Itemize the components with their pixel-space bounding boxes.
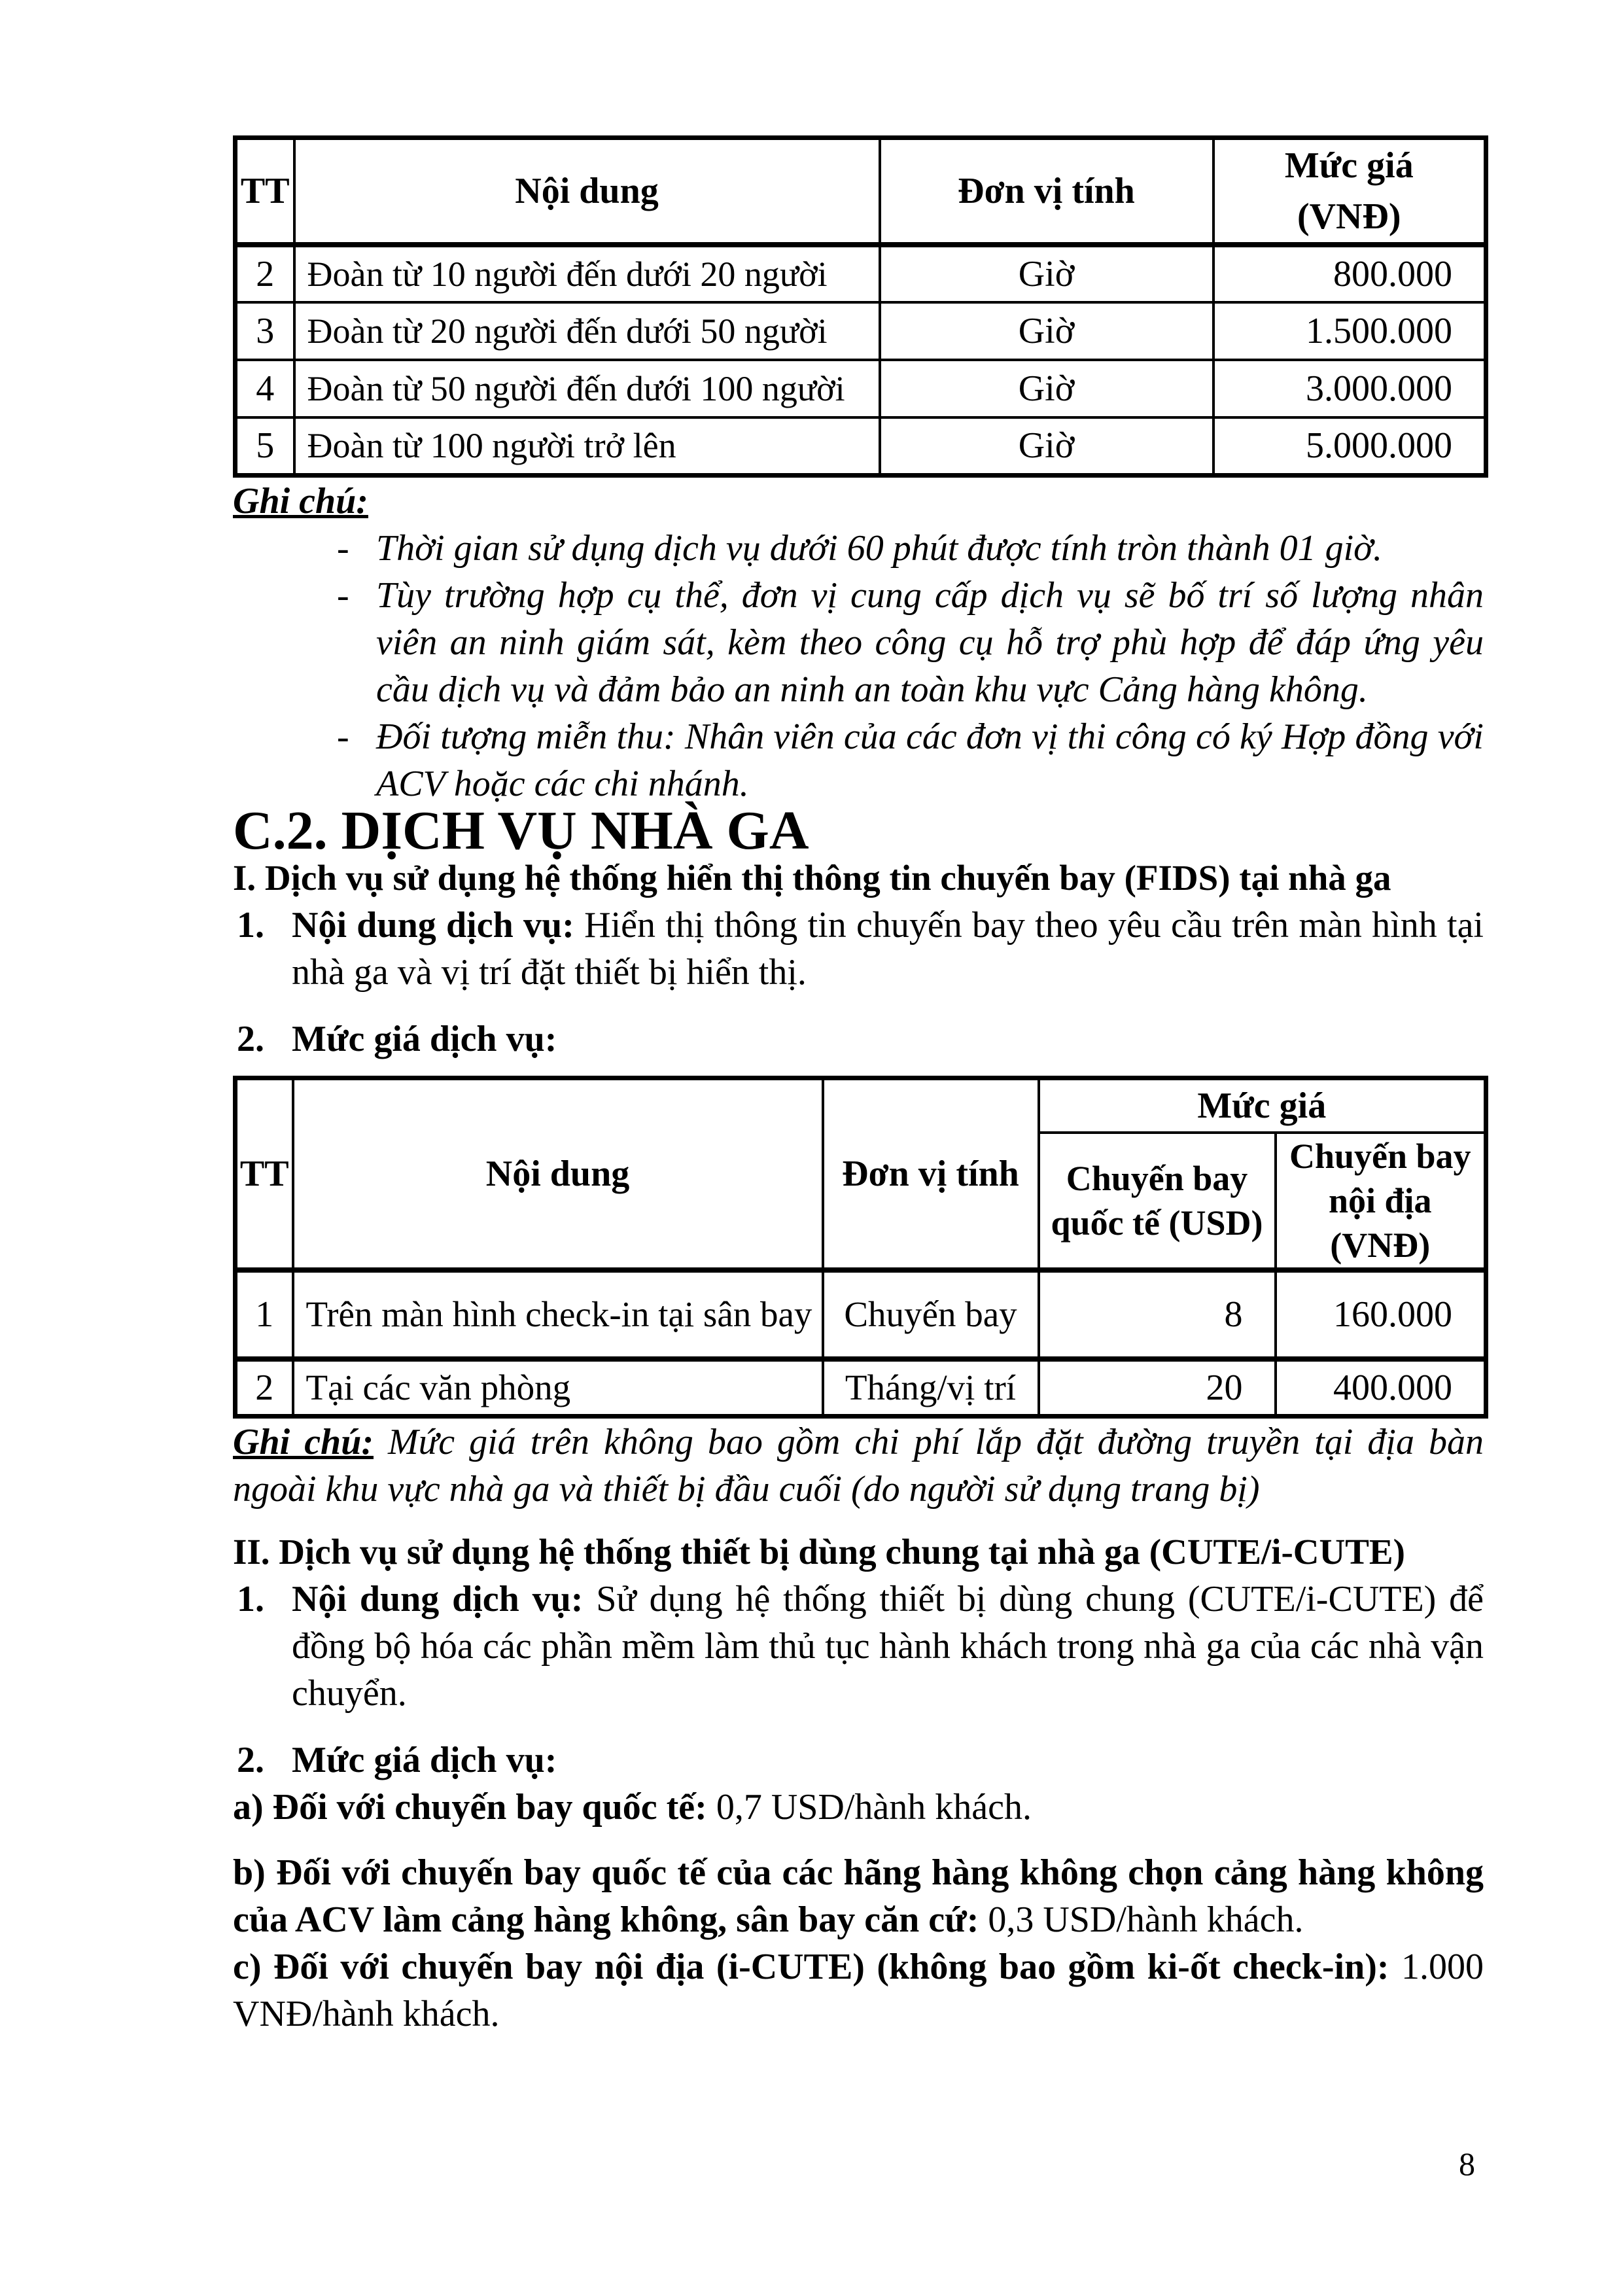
item-number: 1. bbox=[237, 904, 264, 945]
cell-don-vi: Giờ bbox=[880, 302, 1213, 360]
cell-noi-dung: Đoàn từ 50 người đến dưới 100 người bbox=[294, 360, 880, 417]
table1-header-don-vi-tinh: Đơn vị tính bbox=[880, 138, 1213, 245]
table2-header-tt: TT bbox=[236, 1078, 293, 1270]
cell-don-vi: Giờ bbox=[880, 417, 1213, 475]
item-label: c) Đối với chuyến bay nội địa (i-CUTE) (không bao gồm ki-ốt check-in): bbox=[233, 1947, 1389, 1987]
item-body: 0,3 USD/hành khách. bbox=[979, 1899, 1304, 1940]
notes2-paragraph bbox=[233, 1419, 1484, 1513]
section-i-item2 bbox=[233, 1016, 1484, 1063]
cell-noi-dung: Tại các văn phòng bbox=[293, 1359, 823, 1417]
price-item-b bbox=[233, 1849, 1484, 1943]
item-number: 2. bbox=[237, 1740, 264, 1780]
cell-noi-dung: Đoàn từ 20 người đến dưới 50 người bbox=[294, 302, 880, 360]
item-label: Nội dung dịch vụ: bbox=[292, 904, 574, 945]
table2-header-muc-gia: Mức giá bbox=[1039, 1078, 1486, 1133]
item-label: a) Đối với chuyến bay quốc tế: bbox=[233, 1787, 707, 1828]
note-text: Mức giá trên không bao gồm chi phí lắp đặt đường truyền tại địa bàn ngoài khu vực nhà ga và thiết bị đầu cuối (do người sử dụng trang bị) bbox=[233, 1422, 1484, 1510]
table-row bbox=[236, 417, 1486, 475]
cell-don-vi: Chuyến bay bbox=[823, 1270, 1039, 1359]
section-ii-item1 bbox=[233, 1576, 1484, 1717]
table-row bbox=[236, 1359, 1486, 1417]
dash-marker: - bbox=[337, 716, 349, 757]
cell-tt: 2 bbox=[236, 245, 294, 302]
list-item bbox=[337, 572, 1484, 713]
item-label: Mức giá dịch vụ: bbox=[292, 1740, 557, 1780]
section-ii-item2 bbox=[233, 1737, 1484, 1784]
note-text: Đối tượng miễn thu: Nhân viên của các đơn vị thi công có ký Hợp đồng với ACV hoặc các chi nhánh. bbox=[376, 716, 1484, 804]
note-text: Tùy trường hợp cụ thể, đơn vị cung cấp dịch vụ sẽ bố trí số lượng nhân viên an ninh giám sát, kèm theo công cụ hỗ trợ phù hợp để đáp ứng yêu cầu dịch vụ và đảm bảo an ninh an toàn khu vực Cảng hàng không. bbox=[376, 574, 1484, 710]
cell-vnd: 400.000 bbox=[1276, 1359, 1486, 1417]
item-number: 1. bbox=[237, 1579, 264, 1619]
table1-header-muc-gia bbox=[1213, 138, 1486, 245]
item-text bbox=[292, 1016, 1484, 1063]
cell-gia: 1.500.000 bbox=[1213, 302, 1486, 360]
ghi-chu-label: Ghi chú: bbox=[233, 1422, 374, 1462]
section-c2-title: C.2. DỊCH VỤ NHÀ GA bbox=[233, 800, 809, 861]
table1-header-tt: TT bbox=[236, 138, 294, 245]
price-item-a bbox=[233, 1784, 1484, 1831]
cell-don-vi: Giờ bbox=[880, 245, 1213, 302]
cell-noi-dung: Đoàn từ 10 người đến dưới 20 người bbox=[294, 245, 880, 302]
cell-tt: 5 bbox=[236, 417, 294, 475]
notes1-heading bbox=[233, 478, 1484, 525]
cell-tt: 1 bbox=[236, 1270, 293, 1359]
item-number: 2. bbox=[237, 1018, 264, 1059]
pricing-table-fids bbox=[233, 1076, 1488, 1419]
ghi-chu-label: Ghi chú: bbox=[233, 480, 368, 521]
list-item bbox=[337, 525, 1484, 572]
item-text bbox=[292, 1576, 1484, 1717]
cell-don-vi: Tháng/vị trí bbox=[823, 1359, 1039, 1417]
table2-header-quoc-te: Chuyến bay quốc tế (USD) bbox=[1039, 1133, 1276, 1270]
cell-noi-dung: Trên màn hình check-in tại sân bay bbox=[293, 1270, 823, 1359]
item-text bbox=[292, 1737, 1484, 1784]
item-label: Nội dung dịch vụ: bbox=[292, 1579, 584, 1619]
dash-marker: - bbox=[337, 527, 349, 569]
item-body: 0,7 USD/hành khách. bbox=[707, 1787, 1032, 1828]
notes1-list bbox=[233, 525, 1484, 807]
cell-tt: 2 bbox=[236, 1359, 293, 1417]
table-row bbox=[236, 1270, 1486, 1359]
pricing-table-groups bbox=[233, 135, 1488, 478]
section-i-item1 bbox=[233, 902, 1484, 996]
cell-tt: 4 bbox=[236, 360, 294, 417]
item-body: 1.000 VNĐ/hành khách. bbox=[233, 1947, 1484, 2034]
table-row bbox=[236, 360, 1486, 417]
item-text bbox=[292, 902, 1484, 996]
price-item-c bbox=[233, 1943, 1484, 2038]
item-body: Hiển thị thông tin chuyến bay theo yêu cầu trên màn hình tại nhà ga và vị trí đặt thiết bị hiển thị. bbox=[292, 904, 1484, 993]
table1-header-noi-dung: Nội dung bbox=[294, 138, 880, 245]
cell-gia: 800.000 bbox=[1213, 245, 1486, 302]
table2-header-don-vi-tinh: Đơn vị tính bbox=[823, 1078, 1039, 1270]
section-ii-title: II. Dịch vụ sử dụng hệ thống thiết bị dùng chung tại nhà ga (CUTE/i-CUTE) bbox=[233, 1532, 1405, 1572]
cell-gia: 3.000.000 bbox=[1213, 360, 1486, 417]
section-i-title: I. Dịch vụ sử dụng hệ thống hiển thị thông tin chuyến bay (FIDS) tại nhà ga bbox=[233, 857, 1391, 898]
page-number: 8 bbox=[1459, 2146, 1475, 2182]
cell-noi-dung: Đoàn từ 100 người trở lên bbox=[294, 417, 880, 475]
item-body: Sử dụng hệ thống thiết bị dùng chung (CUTE/i-CUTE) để đồng bộ hóa các phần mềm làm thủ tục hành khách trong nhà ga của các nhà vận chuyển. bbox=[292, 1579, 1484, 1714]
cell-usd: 8 bbox=[1039, 1270, 1276, 1359]
table2-header-noi-dung: Nội dung bbox=[293, 1078, 823, 1270]
cell-don-vi: Giờ bbox=[880, 360, 1213, 417]
dash-marker: - bbox=[337, 574, 349, 616]
item-label: Mức giá dịch vụ: bbox=[292, 1018, 557, 1059]
table-row bbox=[236, 245, 1486, 302]
list-item bbox=[337, 713, 1484, 807]
table2-header-noi-dia: Chuyến bay nội địa (VNĐ) bbox=[1276, 1133, 1486, 1270]
note-text: Thời gian sử dụng dịch vụ dưới 60 phút được tính tròn thành 01 giờ. bbox=[376, 527, 1383, 569]
cell-vnd: 160.000 bbox=[1276, 1270, 1486, 1359]
item-label: b) Đối với chuyến bay quốc tế của các hãng hàng không chọn cảng hàng không của ACV làm cảng hàng không, sân bay căn cứ: bbox=[233, 1852, 1484, 1940]
table-row bbox=[236, 302, 1486, 360]
cell-usd: 20 bbox=[1039, 1359, 1276, 1417]
cell-gia: 5.000.000 bbox=[1213, 417, 1486, 475]
cell-tt: 3 bbox=[236, 302, 294, 360]
muc-gia-line1: Mức giá bbox=[1284, 145, 1414, 186]
muc-gia-line2: (VNĐ) bbox=[1297, 196, 1401, 237]
